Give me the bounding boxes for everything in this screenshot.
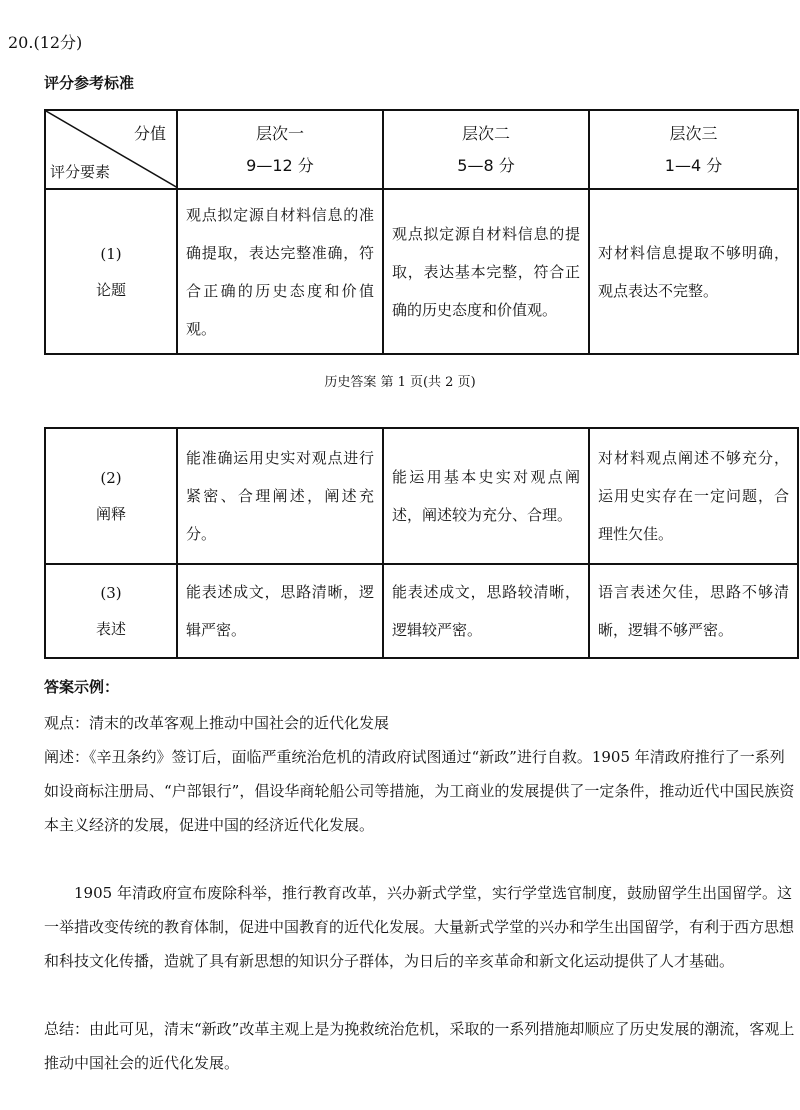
- table-row: [45, 189, 798, 354]
- table-cell: 能表述成文，思路清晰，逻辑严密。: [177, 564, 383, 658]
- answer-title: 答案示例：: [44, 678, 120, 696]
- criterion-cell: [45, 564, 177, 658]
- table-row: [45, 564, 798, 658]
- table-cell: 能运用基本史实对观点阐述，阐述较为充分、合理。: [383, 428, 589, 564]
- answer-viewpoint: 观点：清末的改革客观上推动中国社会的近代化发展: [44, 714, 390, 732]
- criterion-name: 论题: [95, 280, 126, 299]
- level-range: 5—8 分: [457, 155, 515, 175]
- table-cell: 观点拟定源自材料信息的提取，表达基本完整，符合正确的历史态度和价值观。: [383, 189, 589, 354]
- criterion-cell: [45, 189, 177, 354]
- table-cell: 观点拟定源自材料信息的准确提取，表达完整准确，符合正确的历史态度和价值观。: [177, 189, 383, 354]
- answer-paragraph: 1905 年清政府宣布废除科举，推行教育改革，兴办新式学堂，实行学堂选官制度，鼓励留学生出国留学。这一举措改变传统的教育体制，促进中国教育的近代化发展。大量新式学堂的兴办和学生出国留学，有利于西方思想和科技文化传播，造就了具有新思想的知识分子群体，为日后的辛亥革命和新文化运动提供了人才基础。: [44, 884, 795, 970]
- criterion-number: (2): [100, 469, 122, 487]
- level-name: 层次三: [669, 123, 718, 143]
- level-name: 层次一: [255, 123, 304, 143]
- criterion-number: (1): [100, 244, 122, 263]
- question-number: 20.(12分): [8, 33, 83, 52]
- table-cell: 能表述成文，思路较清晰，逻辑较严密。: [383, 564, 589, 658]
- table-cell: 能准确运用史实对观点进行紧密、合理阐述，阐述充分。: [177, 428, 383, 564]
- criterion-cell: [45, 428, 177, 564]
- criterion-number: (3): [100, 584, 122, 602]
- page-footer: 历史答案 第 1 页(共 2 页): [324, 375, 476, 390]
- answer-explanation: 阐述：《辛丑条约》签订后，面临严重统治危机的清政府试图通过“新政”进行自救。1905 年清政府推行了一系列如设商标注册局、“户部银行”，倡设华商轮船公司等措施，为工商业的发展提供了一定条件，推动近代中国民族资本主义经济的发展，促进中国的经济近代化发展。: [44, 748, 795, 834]
- level-range: 1—4 分: [664, 155, 723, 175]
- scoring-table-part2: [44, 427, 799, 659]
- score-label: 分值: [133, 124, 166, 143]
- header-diagonal-cell: [45, 110, 177, 189]
- table-cell: 对材料信息提取不够明确，观点表达不完整。: [589, 189, 798, 354]
- criterion-name: 阐释: [95, 505, 126, 523]
- table-header-row: [45, 110, 798, 189]
- level-range: 9—12 分: [246, 155, 314, 175]
- level-header: [177, 110, 383, 189]
- table-cell: 对材料观点阐述不够充分，运用史实存在一定问题，合理性欠佳。: [589, 428, 798, 564]
- criteria-label: 评分要素: [50, 163, 111, 181]
- scoring-table-part1: [44, 109, 799, 355]
- level-header: [383, 110, 589, 189]
- table-cell: 语言表述欠佳，思路不够清晰，逻辑不够严密。: [589, 564, 798, 658]
- level-name: 层次二: [461, 123, 510, 143]
- standard-title: 评分参考标准: [44, 74, 135, 92]
- answer-summary: 总结：由此可见，清末“新政”改革主观上是为挽救统治危机，采取的一系列措施却顺应了历史发展的潮流，客观上推动中国社会的近代化发展。: [44, 1020, 795, 1072]
- table-row: [45, 428, 798, 564]
- criterion-name: 表述: [95, 620, 126, 638]
- level-header: [589, 110, 798, 189]
